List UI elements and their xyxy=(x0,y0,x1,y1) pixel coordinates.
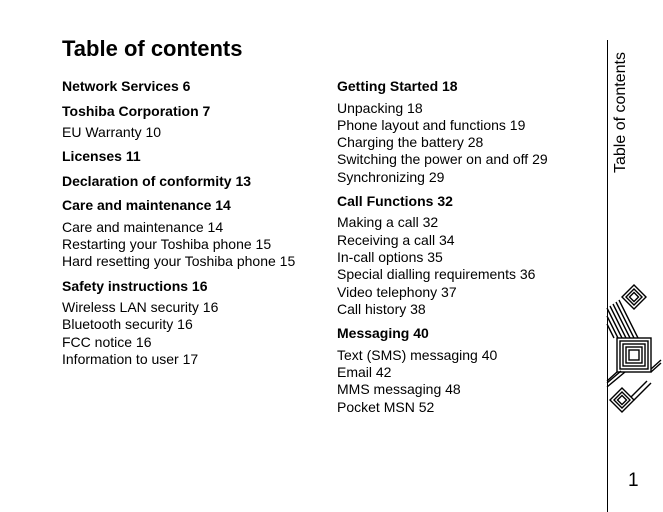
toc-entry[interactable]: Text (SMS) messaging 40 xyxy=(337,346,498,363)
toc-section-title[interactable]: Declaration of conformity 13 xyxy=(62,172,252,189)
toc-section xyxy=(62,277,324,369)
toc-section xyxy=(337,192,599,318)
toc-entry[interactable]: Bluetooth security 16 xyxy=(62,316,193,333)
toc-left-column xyxy=(62,77,324,374)
side-running-title: Table of contents xyxy=(612,52,629,173)
toc-section xyxy=(62,102,324,142)
toc-entry-list xyxy=(337,214,599,318)
toc-entry[interactable]: In-call options 35 xyxy=(337,249,443,266)
toc-section-title[interactable]: Safety instructions 16 xyxy=(62,277,208,294)
decorative-diamond-logo-icon xyxy=(605,283,663,433)
toc-section xyxy=(62,172,324,191)
toc-entry[interactable]: Special dialling requirements 36 xyxy=(337,266,536,283)
toc-entry-list xyxy=(62,299,324,368)
toc-section xyxy=(62,196,324,270)
toc-entry-list xyxy=(62,219,324,271)
toc-entry-list xyxy=(337,100,599,186)
toc-entry[interactable]: Email 42 xyxy=(337,364,392,381)
toc-entry[interactable]: Receiving a call 34 xyxy=(337,231,455,248)
toc-entry[interactable]: Call history 38 xyxy=(337,300,426,317)
toc-entry-list xyxy=(62,124,324,141)
toc-entry[interactable]: Charging the battery 28 xyxy=(337,134,484,151)
toc-entry-list xyxy=(337,347,599,416)
toc-section xyxy=(337,77,599,186)
toc-section-title[interactable]: Call Functions 32 xyxy=(337,192,453,209)
toc-entry[interactable]: FCC notice 16 xyxy=(62,333,152,350)
toc-section-title[interactable]: Toshiba Corporation 7 xyxy=(62,102,211,119)
toc-entry[interactable]: Making a call 32 xyxy=(337,214,439,231)
toc-right-column xyxy=(337,77,599,422)
toc-entry[interactable]: Restarting your Toshiba phone 15 xyxy=(62,236,272,253)
toc-entry[interactable]: Video telephony 37 xyxy=(337,283,457,300)
toc-section-title[interactable]: Licenses 11 xyxy=(62,148,141,165)
toc-entry[interactable]: EU Warranty 10 xyxy=(62,124,162,140)
side-divider-rule xyxy=(607,40,608,512)
toc-entry[interactable]: Care and maintenance 14 xyxy=(62,218,224,235)
toc-section xyxy=(62,147,324,166)
toc-entry[interactable]: Wireless LAN security 16 xyxy=(62,299,219,316)
toc-section-title[interactable]: Care and maintenance 14 xyxy=(62,197,231,214)
toc-section xyxy=(62,77,324,96)
toc-section-title[interactable]: Messaging 40 xyxy=(337,325,429,342)
toc-section-title[interactable]: Getting Started 18 xyxy=(337,78,458,94)
toc-entry[interactable]: Pocket MSN 52 xyxy=(337,398,435,415)
toc-entry[interactable]: Hard resetting your Toshiba phone 15 xyxy=(62,253,296,270)
toc-entry[interactable]: MMS messaging 48 xyxy=(337,381,461,398)
toc-entry[interactable]: Synchronizing 29 xyxy=(337,168,445,185)
toc-entry[interactable]: Unpacking 18 xyxy=(337,99,423,116)
toc-section-title[interactable]: Network Services 6 xyxy=(62,78,191,94)
toc-section xyxy=(337,324,599,416)
toc-entry[interactable]: Switching the power on and off 29 xyxy=(337,151,548,168)
toc-entry[interactable]: Information to user 17 xyxy=(62,351,199,368)
page-title: Table of contents xyxy=(62,36,243,61)
page-number: 1 xyxy=(628,470,639,491)
toc-entry[interactable]: Phone layout and functions 19 xyxy=(337,116,526,133)
